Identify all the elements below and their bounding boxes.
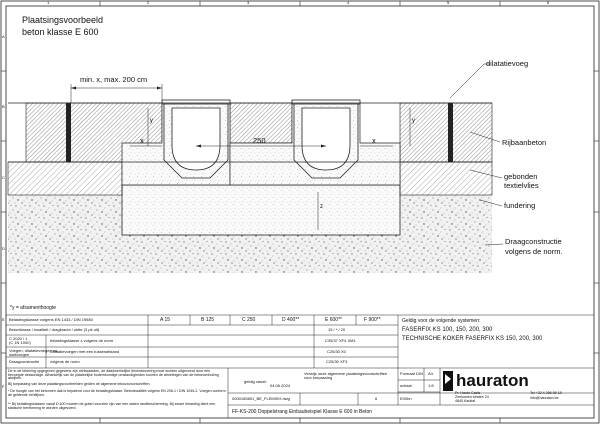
frame-col-label: 2: [147, 0, 150, 5]
valid-for-line1: FASERFIX KS 100, 150, 200, 300: [402, 327, 493, 333]
dimension-width-label: min. x, max. 200 cm: [80, 75, 148, 84]
drawing-subtitle: beton klasse E 600: [22, 27, 99, 37]
valid-for-line2: TECHNISCHE KOKER FASERFIX KS 150, 200, 300: [402, 336, 543, 342]
note-general: De in de tekening opgegeven gegevens zijn richtwaarden, de daadwerkelijke dimensionering moet worden uitgevoerd door een bevoegde deskundige. Afhankelijk van de plaatselijke bodemkundige omstandigheden kunnen de afmetingen van de betonomhulling afwijken.: [8, 369, 219, 381]
pavement-right: [400, 103, 492, 162]
hauraton-logo-mark: [443, 371, 453, 391]
frame-col-label: 6: [547, 0, 550, 5]
expansion-joint-right: [448, 103, 453, 162]
row-load-class-label: Belastingsklasse volgens EN 1433 / DIN 19580: [9, 317, 93, 322]
callout-textile-1: gebonden: [504, 172, 538, 181]
row-standard-label: C 2020 / 1 (C 1N 1000): [9, 336, 31, 345]
row-concrete-label: Betonklasse / kwaliteit / dragkracht / oktte (3 pk ult): [9, 327, 100, 332]
frame-row-label: C: [2, 175, 5, 180]
drawing-title: Plaatsingsvoorbeeld: [22, 15, 104, 25]
note-installation: Bij toepassing van deze plaatsingsvoorbeelden gelden de algemene inbouwvoorschriften.: [8, 382, 151, 386]
row-joints-label: Voegen, dilatatievoegen en sluitvoegen: [9, 348, 58, 357]
see-instructions: Verwijs onze algemene plaatsingsvoorschriften voor toepassing: [304, 371, 388, 380]
dimension-z: z: [320, 204, 323, 210]
callout-foundation: fundering: [504, 201, 536, 210]
row-subgrade-text: volgens de norm: [50, 359, 80, 364]
dimension-250-label: 250: [253, 136, 266, 145]
row-standard-text: belastingsklasse x volgens de norm: [50, 338, 114, 343]
row-subgrade-label: Draagconstructie: [9, 359, 40, 364]
expansion-joint-left: [66, 103, 71, 162]
sheet-number: 6: [375, 396, 378, 401]
row-subgrade-value: C25/30 XF3: [326, 359, 348, 364]
frame-col-label: 5: [447, 0, 450, 5]
note-double-star: ** Bij belastingsklassen vanaf D 400 moeten de goten voorzien zijn van een stalen randbescherming. Bij zware belasting dient een statische berekening te worden uitgevoerd.: [8, 402, 216, 410]
drawing-description: FF-KS-200 Doppelstrang Einbaubeispiel Klasse E 600 in Beton: [232, 409, 373, 415]
file-name: 0000165691_BE_FLEMISH.dwg: [232, 396, 290, 401]
class-f900: F 900**: [364, 317, 381, 323]
edition-value: E00hn: [400, 396, 412, 401]
row-standard-value: C35/37 XF4 XM1: [325, 338, 356, 343]
subgrade-layer: [8, 235, 492, 273]
footnote: *y = afsamenthoogte: [10, 305, 57, 311]
class-e600: E 600**: [325, 317, 342, 323]
format-label: Formaat DIN: [400, 371, 423, 376]
callout-pavement: Rijbaanbeton: [502, 138, 547, 147]
class-a15: A 15: [160, 317, 171, 323]
company-address: Pr. Hauto Caels Zeekoelen straten 24 4845 Kauttal: [455, 391, 489, 403]
callout-subgrade-1: Draagconstructie: [505, 237, 562, 246]
right-foundation: [400, 162, 492, 195]
valid-since-label: geldig vanaf:: [244, 379, 267, 384]
callout-expansion-joint: dilatatievoeg: [486, 59, 529, 68]
class-d400: D 400**: [282, 317, 300, 323]
channel-left: [162, 100, 230, 178]
row-concrete-value: 15 / * / 20: [328, 327, 346, 332]
valid-since-date: 04.06.2024: [270, 383, 291, 388]
callout-subgrade-2: volgens de norm.: [505, 247, 563, 256]
class-b125: B 125: [201, 317, 215, 323]
foundation-block: [122, 185, 400, 235]
frame-row-label: A: [2, 34, 5, 39]
brand-logo-text: hauraton: [456, 371, 529, 390]
frame-row-label: D: [2, 246, 5, 251]
frame-col-label: 1: [47, 0, 50, 5]
row-joints-text: Dilatatievoegen met een tussenafstand: [50, 349, 120, 354]
dimension-y-right: y: [412, 118, 415, 124]
scale-value: 1:8: [428, 383, 434, 388]
frame-col-label: 3: [247, 0, 250, 5]
frame-row-label: B: [2, 104, 5, 109]
class-c250: C 250: [242, 317, 256, 323]
company-email: info@hauraton.be: [530, 396, 559, 400]
subgrade-left: [8, 195, 122, 235]
dimension-x-left: x: [140, 136, 144, 145]
scale-label: schaal: [400, 383, 412, 388]
row-joints-value: C25/30 X0: [327, 349, 346, 354]
channel-right: [292, 100, 360, 178]
frame-row-label: E: [2, 317, 5, 322]
dimension-y-left: y: [150, 118, 153, 124]
frame-row-label: F: [2, 384, 5, 389]
valid-for-label: Geldig voor de volgende systemen:: [402, 318, 481, 324]
frame-col-label: 4: [347, 0, 350, 5]
callout-textile-2: textielvlies: [504, 181, 539, 190]
left-foundation: [8, 162, 122, 195]
dimension-x-right: x: [372, 136, 376, 145]
company-phone: Tel +32 4 286 95 18: [530, 391, 562, 395]
format-value: A4: [428, 371, 433, 376]
note-star: * De hoogte van het betonnen dak is bepalend voor de belastingsklasse. Betonkwaliteit volgens EN 206-1 / DIN 1045-2. Voegen conform de geldende richtlijnen.: [8, 389, 226, 397]
